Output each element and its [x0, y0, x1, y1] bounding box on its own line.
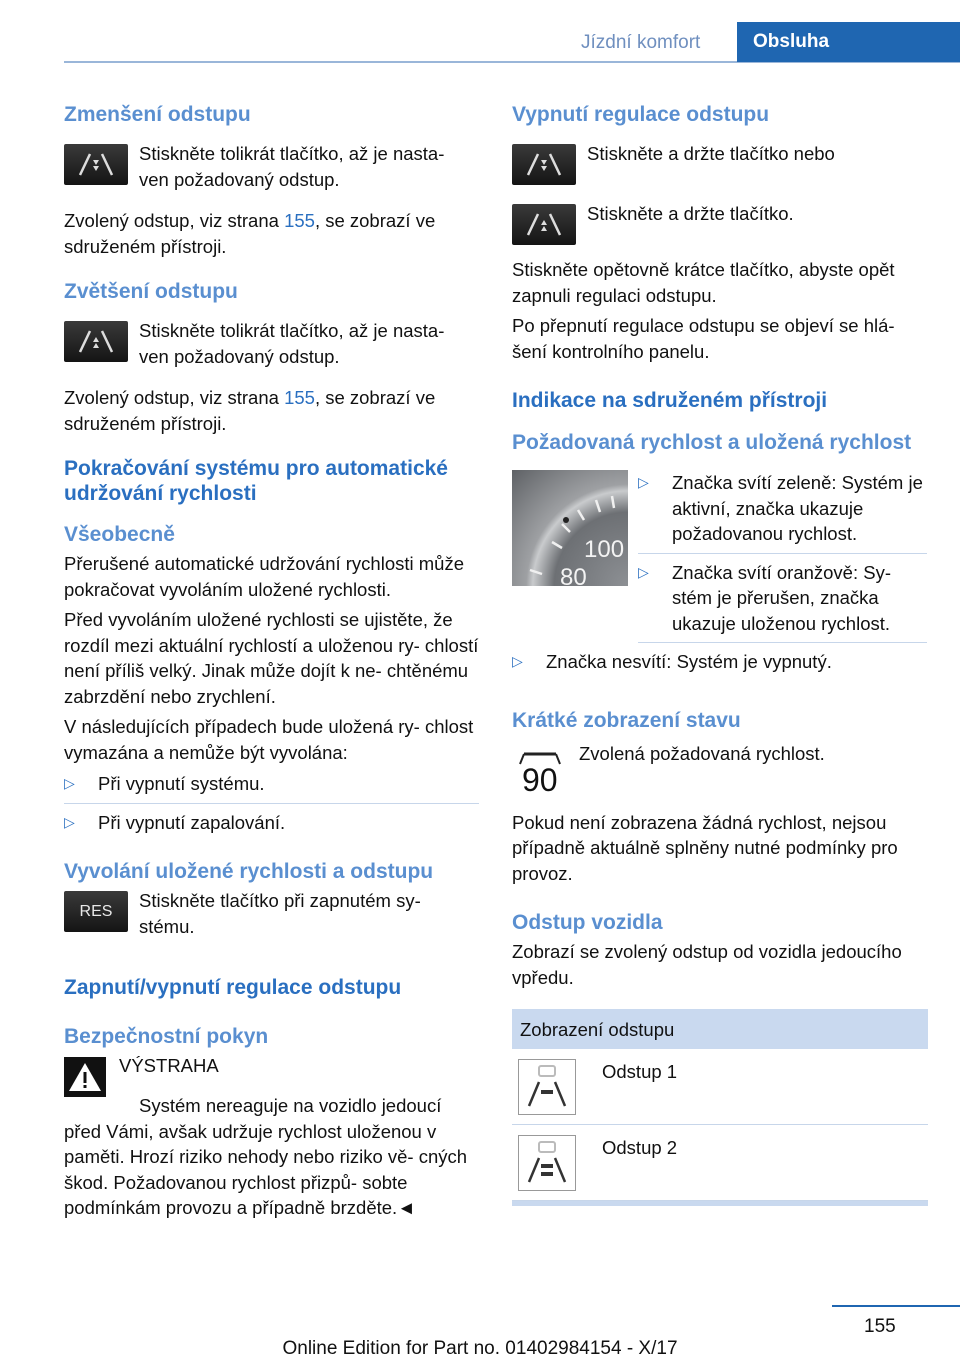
- left-column: [64, 102, 479, 1221]
- status-value: 90: [522, 761, 558, 798]
- right-column: [512, 102, 927, 1206]
- header-section: Jízdní komfort: [581, 32, 701, 53]
- table-row: [512, 1125, 928, 1201]
- heading-display: Indikace na sdruženém přístroji: [512, 389, 828, 412]
- heading-off: Vypnutí regulace odstupu: [512, 103, 770, 126]
- off-text-1: Stiskněte a držte tlačítko nebo: [587, 143, 835, 164]
- warning-title: VÝSTRAHA: [119, 1055, 219, 1076]
- speed-display-icon: [512, 744, 568, 800]
- table-cell: Odstup 2: [602, 1137, 678, 1158]
- triangle-bullet-icon: ▷: [638, 563, 649, 580]
- triangle-bullet-icon: ▷: [64, 775, 75, 791]
- distance-button-icon: [512, 204, 576, 245]
- reduce-row: [64, 141, 479, 192]
- off-text-2: Stiskněte a držte tlačítko.: [587, 203, 794, 224]
- heading-safety: Bezpečnostní pokyn: [64, 1025, 269, 1048]
- off-p1: Stiskněte opětovně krátce tlačítko, abyste opět zapnuli regulaci odstupu.: [512, 259, 895, 306]
- distance-level-2-icon: [518, 1135, 576, 1191]
- status-text: Zvolená požadovaná rychlost.: [579, 742, 825, 764]
- heading-distance: Odstup vozidla: [512, 911, 663, 934]
- speedo-label: 100: [584, 536, 625, 563]
- general-p1: Přerušené automatické udržování rychlosti může pokračovat vyvoláním uložené rychlosti.: [64, 553, 464, 600]
- table-bottom-rule: [512, 1201, 928, 1206]
- warning-text: Systém nereaguje na vozidlo jedoucí před Vámi, avšak udržuje rychlost uloženou v paměti. Hrozí riziko nehody nebo riziko vě- cných škod. Požadovanou rychlost přizpů- sobte podmínkám provozu a případně brzděte.◄: [64, 1095, 468, 1218]
- increase-note: Zvolený odstup, viz strana 155, se zobrazí ve sdruženém přístroji.: [64, 387, 436, 434]
- reduce-text: Stiskněte tolikrát tlačítko, až je nasta- ven požadovaný odstup.: [139, 143, 445, 190]
- speedo-label: 80: [560, 564, 587, 586]
- edition-line: Online Edition for Part no. 01402984154 - X/17: [282, 1338, 678, 1359]
- page-link[interactable]: 155: [284, 210, 315, 231]
- distance-button-icon: [512, 144, 576, 185]
- list-item: ▷ Značka nesvítí: Systém je vypnutý.: [512, 649, 927, 675]
- heading-general: Všeobecně: [64, 523, 175, 546]
- list-item: ▷ Při vypnutí systému.: [64, 771, 479, 804]
- recall-text: Stiskněte tlačítko při zapnutém sy- stému.: [139, 890, 421, 937]
- distance-table: [512, 1009, 928, 1206]
- table-header: Zobrazení odstupu: [512, 1009, 928, 1049]
- heading-continue: Pokračování systému pro automatické udržování rychlosti: [64, 457, 448, 505]
- triangle-bullet-icon: ▷: [512, 653, 523, 669]
- status-row: [512, 741, 927, 800]
- heading-status: Krátké zobrazení stavu: [512, 708, 741, 732]
- list-item: ▷ Při vypnutí zapalování.: [64, 810, 479, 836]
- page-link[interactable]: 155: [284, 387, 315, 408]
- warning-icon: [64, 1057, 106, 1102]
- off-row-2: [512, 201, 927, 245]
- reduce-note: Zvolený odstup, viz strana 155, se zobrazí ve sdruženém přístroji.: [64, 210, 436, 257]
- heading-recall: Vyvolání uložené rychlosti a odstupu: [64, 860, 434, 883]
- footer-rule: [832, 1305, 960, 1307]
- header-tab: Obsluha: [737, 22, 960, 62]
- distance-button-icon: [64, 144, 128, 185]
- heading-onoff: Zapnutí/vypnutí regulace odstupu: [64, 976, 402, 999]
- distance-p: Zobrazí se zvolený odstup od vozidla jedoucího vpředu.: [512, 941, 902, 988]
- general-p2: Před vyvoláním uložené rychlosti se ujistěte, že rozdíl mezi aktuální rychlostí a uloženou ry- chlostí není příliš velký. Jinak může dojít k ne- chtěnému zabrzdění nebo zrychlení.: [64, 609, 479, 707]
- speed-bullets: [638, 470, 927, 643]
- general-p3: V následujících případech bude uložená ry- chlost vymazána a nemůže být vyvolána:: [64, 716, 474, 763]
- increase-row: [64, 318, 479, 369]
- heading-speed: Požadovaná rychlost a uložená rychlost: [512, 431, 912, 454]
- off-p2: Po přepnutí regulace odstupu se objeví se hlá- šení kontrolního panelu.: [512, 315, 895, 362]
- speedometer-image: [512, 470, 628, 586]
- res-button-icon: RES: [64, 891, 128, 932]
- status-p: Pokud není zobrazena žádná rychlost, nejsou případně aktuálně splněny nutné podmínky pro provoz.: [512, 811, 898, 884]
- table-cell: Odstup 1: [602, 1061, 678, 1082]
- list-item: ▷ Značka svítí oranžově: Sy- stém je přerušen, značka ukazuje uloženou rychlost.: [638, 560, 927, 644]
- triangle-bullet-icon: ▷: [638, 474, 649, 490]
- heading-reduce: Zmenšení odstupu: [64, 103, 251, 126]
- speed-block: [512, 470, 927, 643]
- increase-text: Stiskněte tolikrát tlačítko, až je nasta- ven požadovaný odstup.: [139, 320, 445, 367]
- page-number: 155: [864, 1316, 896, 1337]
- list-item: ▷ Značka svítí zeleně: Systém je aktivní, značka ukazuje požadovanou rychlost.: [638, 470, 927, 554]
- distance-button-icon: [64, 321, 128, 362]
- recall-row: [64, 888, 479, 939]
- heading-increase: Zvětšení odstupu: [64, 280, 238, 303]
- triangle-bullet-icon: ▷: [64, 813, 75, 830]
- distance-level-1-icon: [518, 1059, 576, 1115]
- off-row-1: [512, 141, 927, 185]
- table-row: [512, 1049, 928, 1125]
